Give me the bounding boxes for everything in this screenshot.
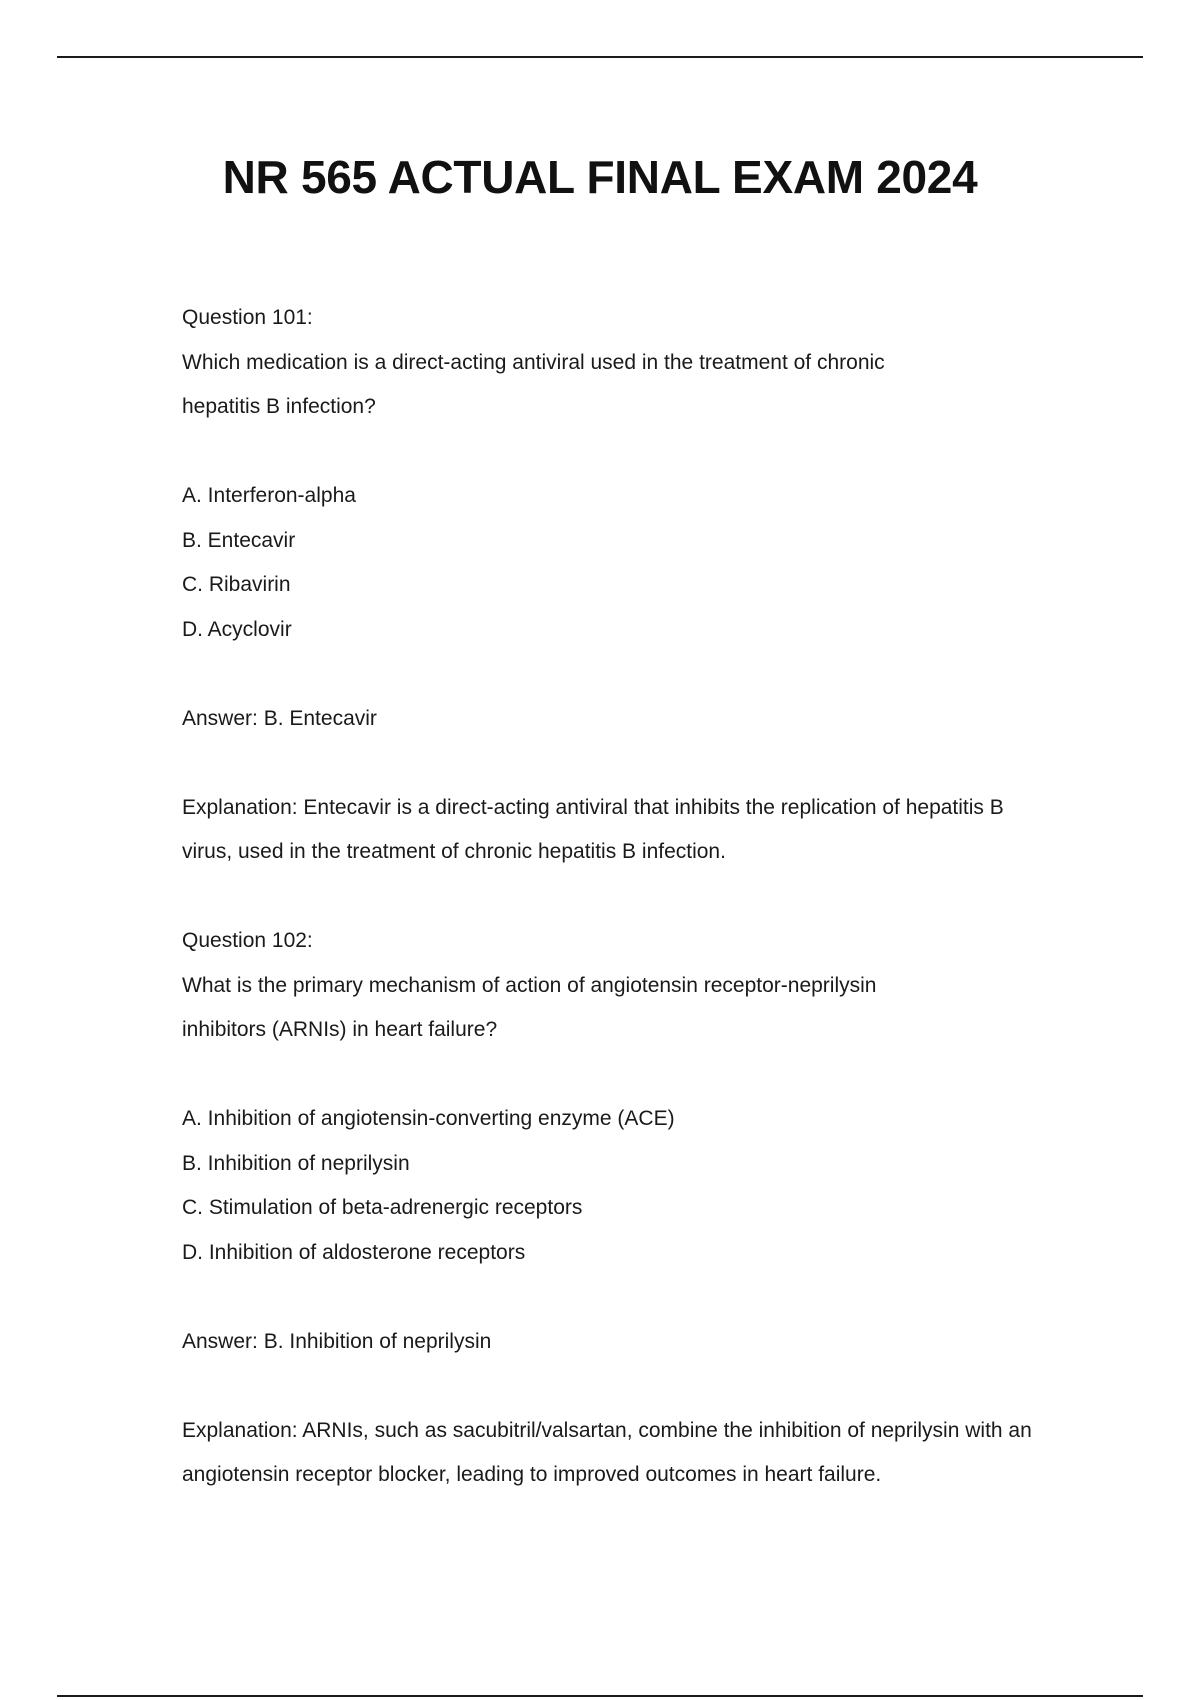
option-c: C. Stimulation of beta-adrenergic receptors (182, 1196, 583, 1219)
option-d: D. Inhibition of aldosterone receptors (182, 1240, 526, 1264)
option-list (182, 474, 1062, 652)
option-c: C. Ribavirin (182, 573, 291, 596)
top-rule (57, 56, 1143, 58)
question-block (182, 919, 1062, 1498)
question-stem: What is the primary mechanism of action of angiotensin receptor-neprilysin inhibitors (ARNIs) in heart failure? (182, 973, 877, 1041)
page-title: NR 565 ACTUAL FINAL EXAM 2024 (222, 151, 978, 203)
option-a: A. Inhibition of angiotensin-converting enzyme (ACE) (182, 1107, 675, 1130)
answer-text: Answer: B. Inhibition of neprilysin (182, 1329, 492, 1353)
question-heading: Question 101: (182, 306, 313, 329)
question-block (182, 296, 1062, 875)
question-stem: Which medication is a direct-acting antiviral used in the treatment of chronic hepatitis B infection? (182, 350, 885, 418)
option-d: D. Acyclovir (182, 617, 292, 641)
option-list (182, 1097, 1062, 1275)
answer-text: Answer: B. Entecavir (182, 706, 377, 730)
option-b: B. Entecavir (182, 528, 296, 552)
option-a: A. Interferon-alpha (182, 484, 356, 507)
explanation-text: Explanation: ARNIs, such as sacubitril/valsartan, combine the inhibition of neprilysin with an angiotensin receptor blocker, leading to improved outcomes in heart failure. (182, 1418, 1032, 1486)
option-b: B. Inhibition of neprilysin (182, 1151, 410, 1175)
bottom-rule (57, 1695, 1143, 1697)
question-list (182, 296, 1062, 1498)
question-heading: Question 102: (182, 929, 313, 952)
explanation-text: Explanation: Entecavir is a direct-acting antiviral that inhibits the replication of hepatitis B virus, used in the treatment of chronic hepatitis B infection. (182, 795, 1004, 863)
